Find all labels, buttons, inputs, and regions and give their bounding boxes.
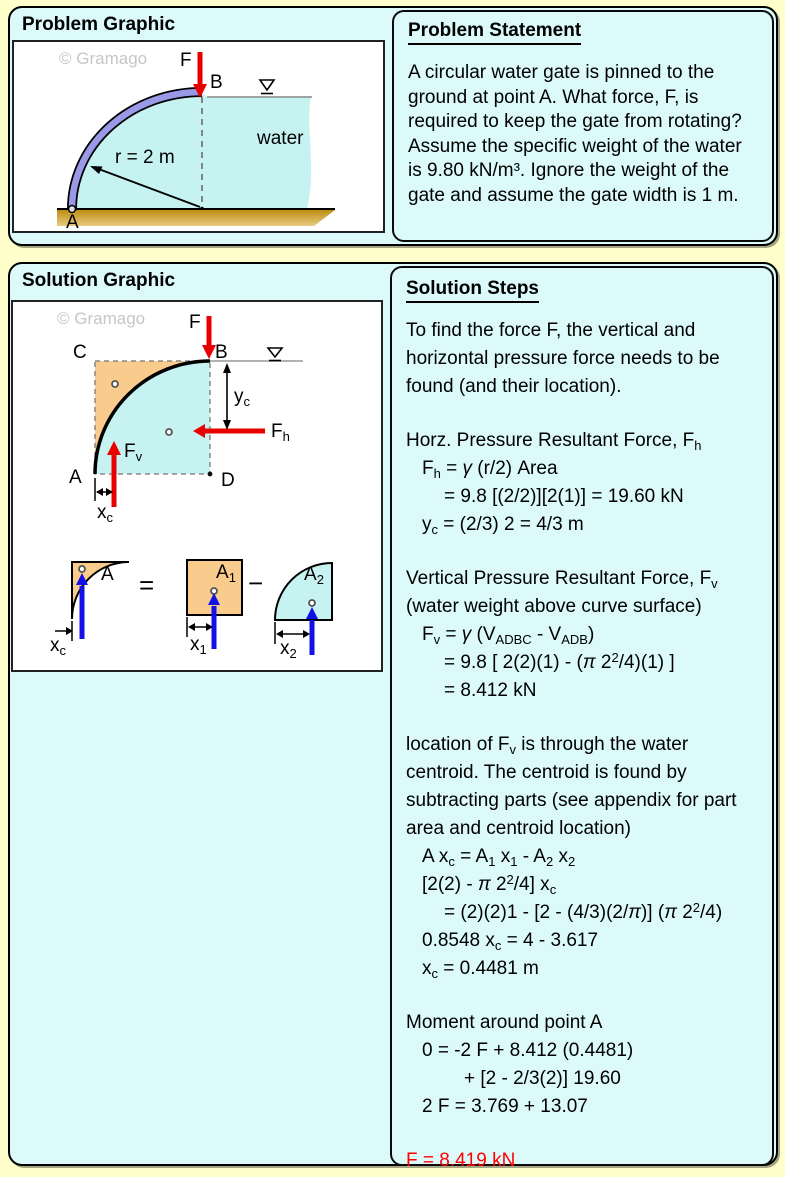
solution-step-line: location of $F_v$ is through the water centroid. The centroid is found by subtracting parts (see appendix for part area and centroid location) [406,734,737,839]
solution-step-line: 0 = -2 F + 8.412 (0.4481) [422,1040,634,1061]
solution-step-line: Moment around point A [406,1012,603,1033]
force-F-arrow [202,316,216,359]
label-C: C [73,342,87,363]
label-A1: $A_1$ [216,562,236,585]
water-centroid-dot [166,429,172,435]
label-D: D [221,470,235,491]
label-equals: = [139,570,155,600]
solution-step-block [406,317,764,401]
solution-step-line: F = 8.419 kN [406,1150,516,1171]
solution-step-line: 0.8548 $x_c = 4 - 3.617$ [422,930,599,953]
solution-graphic-svg [13,302,381,670]
problem-graphic-title: Problem Graphic [22,14,176,35]
solution-steps-title: Solution Steps [406,278,539,303]
area-A-centroid-dot [79,566,85,572]
solution-step-line: + [2 - 2/3(2)] 19.60 [464,1068,621,1089]
solution-step-line: $x_c = 0.4481$ m [422,958,539,981]
solution-step-line: = 9.8 [(2/2)][2(1)] = 19.60 kN [444,486,684,507]
problem-statement-box [392,10,774,242]
label-xc-top: $x_c$ [97,502,113,525]
solution-step-line: To find the force F, the vertical and horizontal pressure force needs to be found (and their location). [406,320,720,397]
solution-step-block [406,565,764,705]
solution-panel [8,262,778,1171]
solution-step-line: = 9.8 [ 2(2)(1) - (π $2^2/4)(1)$ ] [444,650,675,673]
solution-step-block [406,1009,764,1121]
force-Fh-arrow [193,424,265,438]
label-A: A [69,467,82,488]
label-water: water [257,128,304,149]
solution-graphic-figure [11,300,383,672]
solution-step-line: (water weight above curve surface) [406,596,702,617]
water-surface-symbol [268,348,282,361]
solution-step-line: 2 F = 3.769 + 13.07 [422,1096,588,1117]
label-yc: $y_c$ [234,386,250,409]
solution-step-block [406,1147,764,1175]
point-D-dot [208,472,213,477]
label-A: A [66,212,79,231]
label-F: F [189,312,201,333]
solution-step-line: [2(2) - π $2^2/4$] $x_c$ [422,872,557,897]
solution-steps-box [390,266,774,1171]
solution-step-line: $F_h = \gamma$ (r/2) Area [422,458,558,481]
area-A1-blue-arrow [208,593,220,649]
solution-step-block [406,427,764,539]
label-Fh: $F_h$ [271,421,290,444]
solution-step-line: = (2)(2)1 - [2 - (4/3)(2/π)] (π $2^2/4$) [444,900,723,923]
solution-step-line: $y_c = (2/3) 2 = 4/3$ m [422,514,584,537]
problem-graphic-svg [14,42,383,231]
solution-step-line: = 8.412 kN [444,680,537,701]
label-xc-bottom: $x_c$ [50,635,66,658]
xc-dimension-arrow [95,478,113,501]
yc-dimension-arrow [223,363,231,430]
problem-statement-text: A circular water gate is pinned to the ground at point A. What force, F, is required to keep the gate from rotating? Assume the specific weight of the water is 9.80 kN/m³. Ignore the weight of the gate and assume the gate width is 1 m. [408,62,742,206]
problem-graphic-figure [12,40,385,233]
watermark: © Gramago [57,309,146,328]
solution-step-line: Horz. Pressure Resultant Force, $F_h$ [406,430,702,453]
solution-step-block [406,731,764,983]
area-A-blue-arrow [76,573,88,639]
orange-centroid-dot [112,381,118,387]
problem-statement-title: Problem Statement [408,20,581,45]
solution-steps-list [406,317,764,1175]
ground-fill [57,210,335,226]
solution-step-line: Vertical Pressure Resultant Force, $F_v$ [406,568,718,591]
problem-panel [8,6,778,246]
label-radius: r = 2 m [115,147,175,168]
label-A2: $A_2$ [304,564,324,587]
area-A2-centroid-dot [309,600,315,606]
label-Fv: $F_v$ [124,441,143,464]
label-B: B [215,342,228,363]
label-minus: − [248,568,264,598]
label-B: B [210,72,223,93]
label-area-A: A [101,564,114,585]
water-region [72,92,311,209]
solution-step-line: $F_v = \gamma$ $(V_{ADBC} - V_{ADB})$ [422,624,595,647]
label-x1: $x_1$ [190,634,207,657]
solution-graphic-title: Solution Graphic [22,270,176,291]
label-F: F [180,50,192,71]
label-x2: $x_2$ [280,638,297,661]
water-surface-symbol [260,80,274,94]
solution-step-line: A $x_c = A_1$ $x_1 - A_2$ $x_2$ [422,846,576,869]
watermark: © Gramago [59,49,148,68]
